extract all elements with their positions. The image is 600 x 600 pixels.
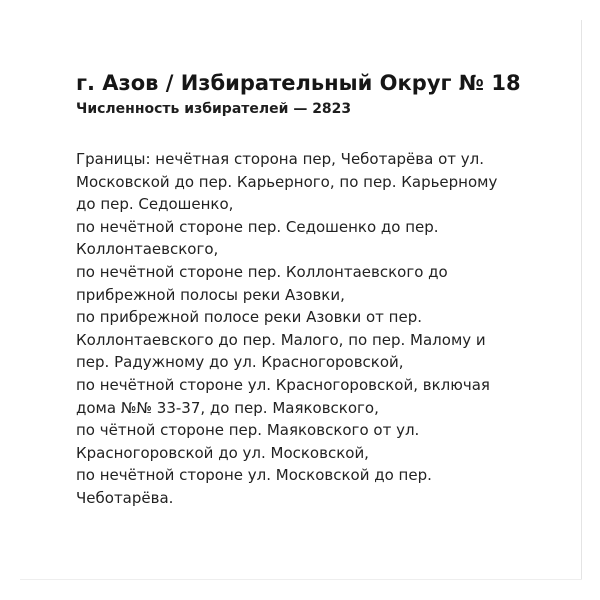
district-boundaries-text (76, 148, 546, 510)
boundary-line: пер. Радужному до ул. Красногоровской, (76, 353, 404, 372)
boundary-line: Коллонтаевского до пер. Малого, по пер. Малому и (76, 330, 486, 349)
voter-count-subtitle: Численность избирателей — 2823 (76, 101, 352, 117)
boundary-line: по нечётной стороне ул. Красногоровской, включая (76, 375, 490, 394)
boundary-line: прибрежной полосы реки Азовки, (76, 285, 345, 304)
boundary-line: Московской до пер. Карьерного, по пер. Карьерному (76, 172, 498, 191)
boundary-line: Чеботарёва. (76, 488, 174, 507)
boundary-line: Коллонтаевского, (76, 240, 219, 259)
boundary-line: по нечётной стороне пер. Коллонтаевского до (76, 262, 448, 281)
boundary-line: Границы: нечётная сторона пер, Чеботарёва от ул. (76, 150, 485, 168)
boundary-line: дома №№ 33-37, до пер. Маяковского, (76, 398, 379, 417)
document (76, 68, 546, 510)
boundary-line: по чётной стороне пер. Маяковского от ул. (76, 421, 420, 440)
boundary-line: до пер. Седошенко, (76, 195, 234, 214)
boundary-line: Красногоровской до ул. Московской, (76, 443, 369, 462)
boundary-line: по нечётной стороне пер. Седошенко до пер. (76, 217, 439, 236)
boundary-line: по прибрежной полосе реки Азовки от пер. (76, 308, 423, 327)
page-edge-bottom (20, 579, 582, 580)
boundary-line: по нечётной стороне ул. Московской до пер. (76, 466, 432, 485)
document-title: г. Азов / Избирательный Округ № 18 (76, 71, 521, 95)
page-edge-right (581, 20, 582, 580)
